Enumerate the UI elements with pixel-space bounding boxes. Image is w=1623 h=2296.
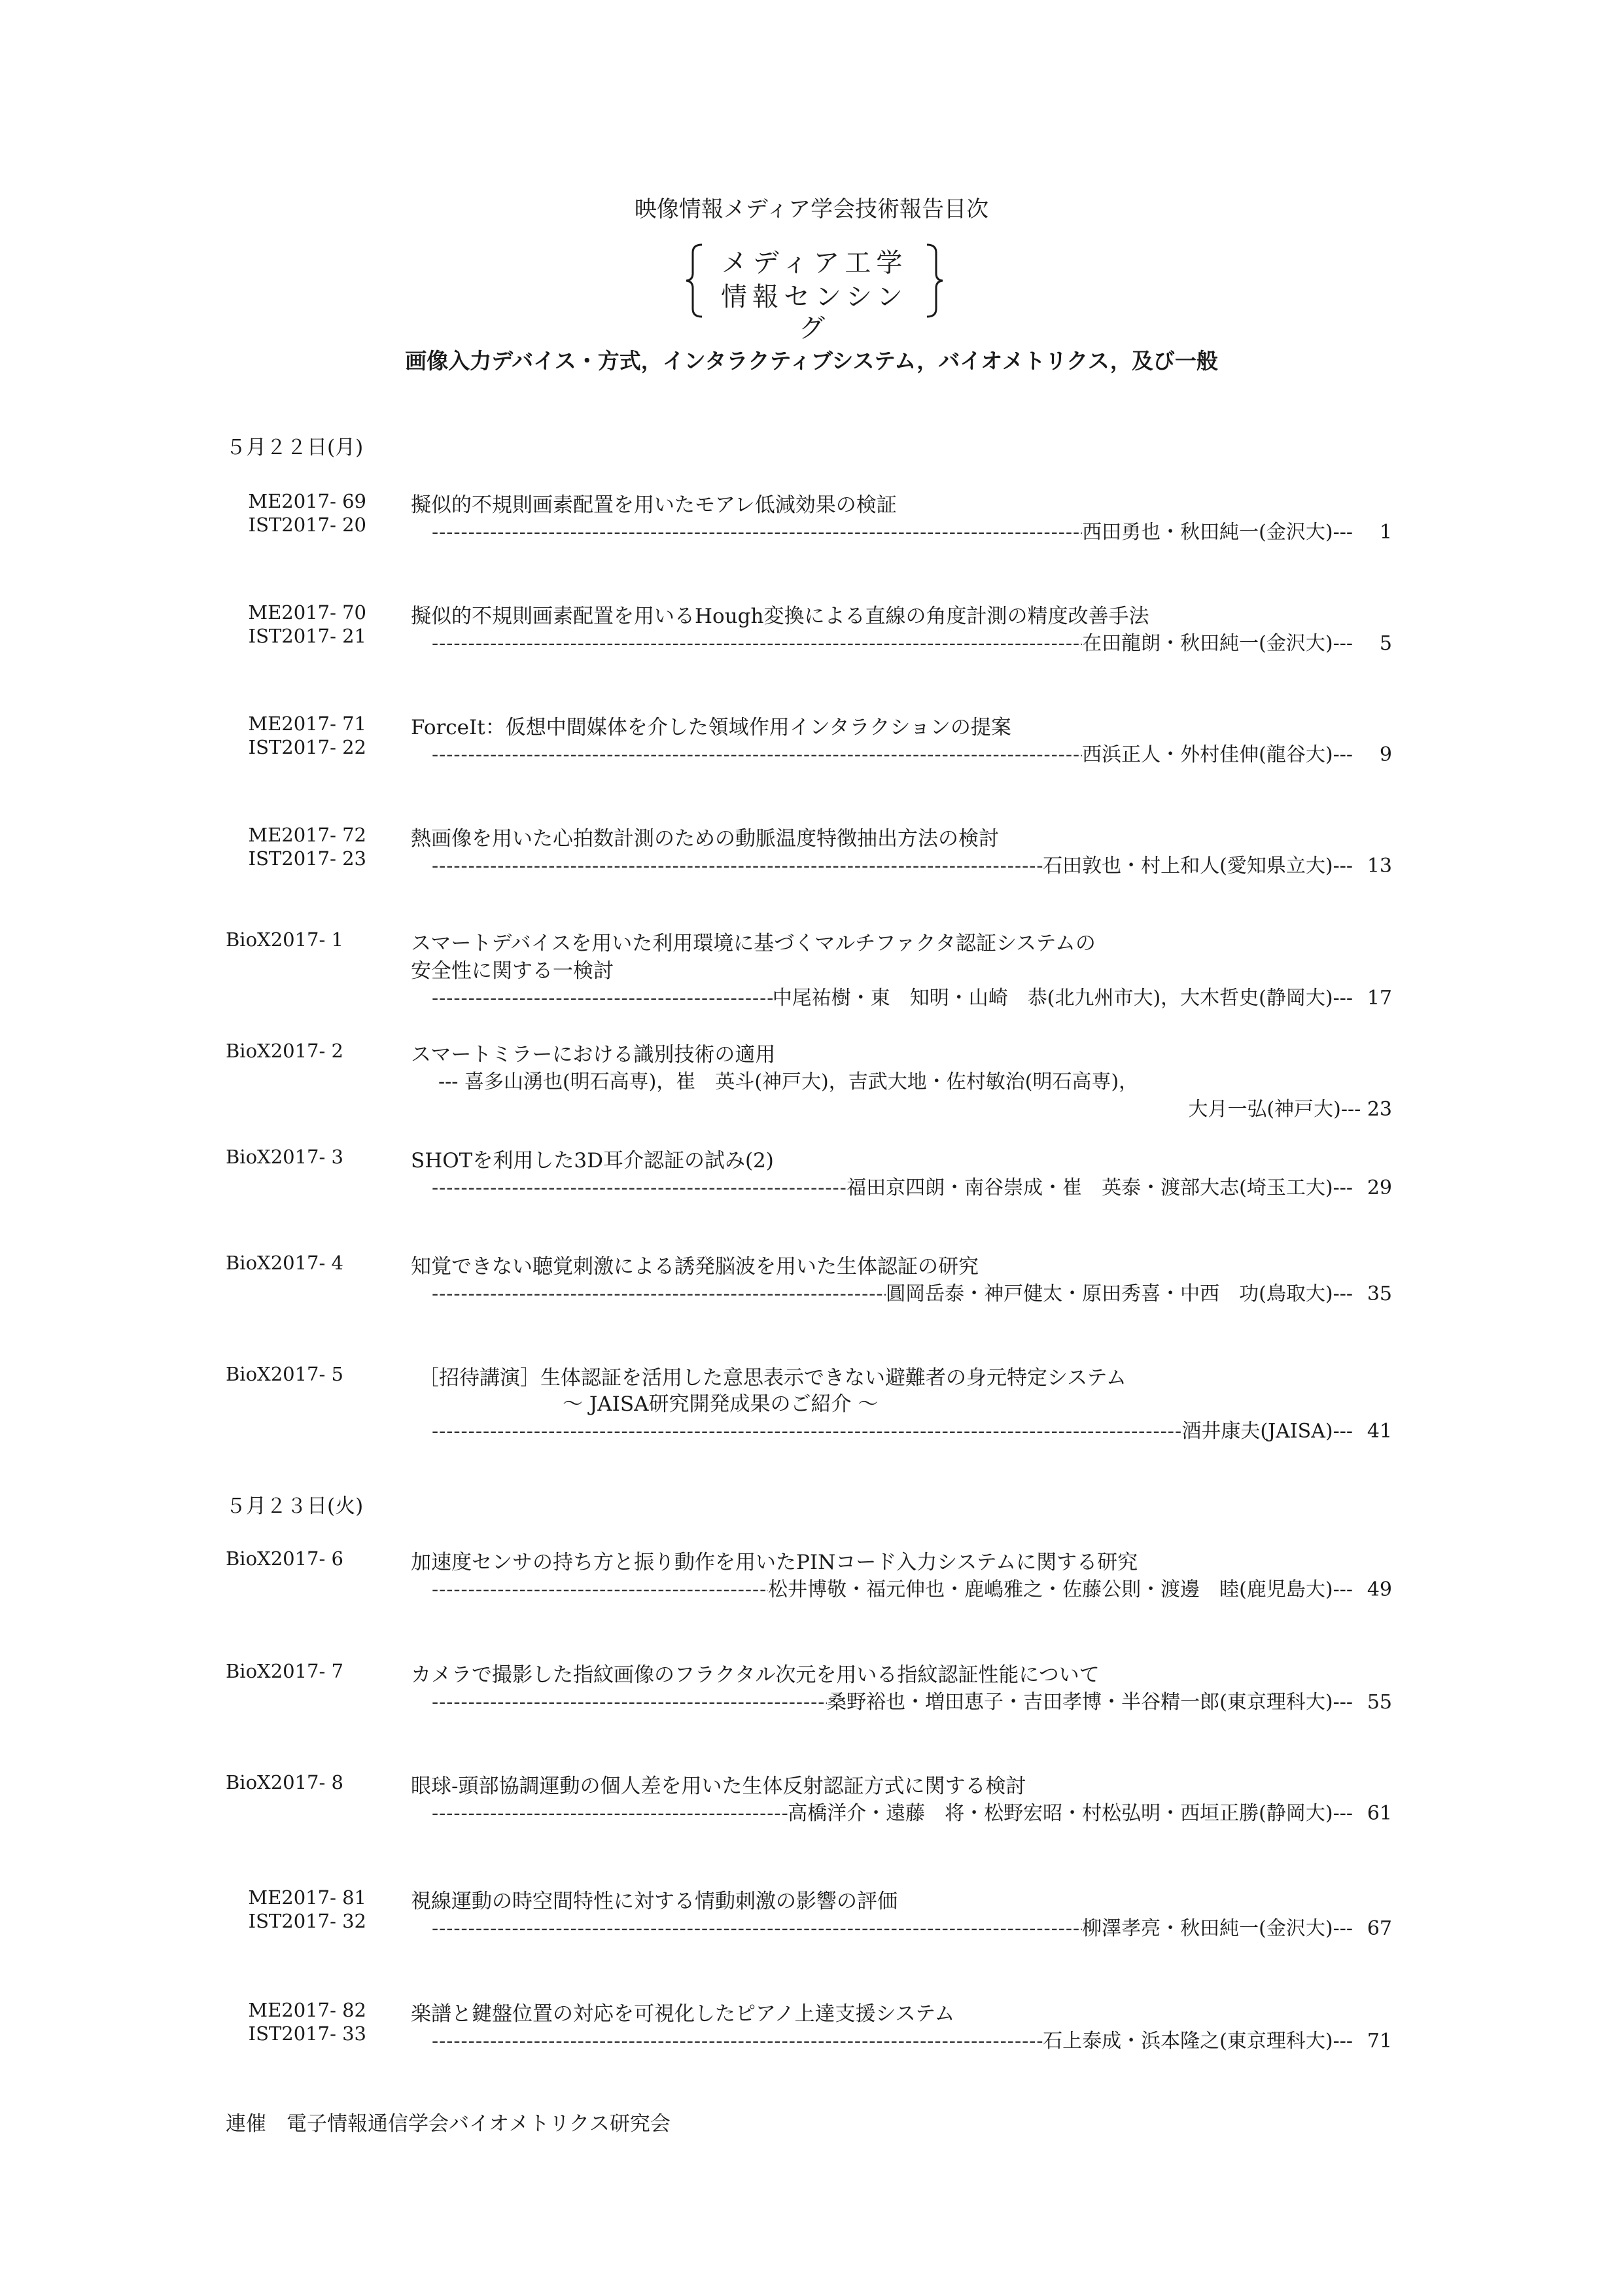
leader-dashes (432, 1420, 1181, 1443)
day-heading: ５月２３日(火) (226, 1494, 364, 1518)
category-bracket (684, 242, 945, 344)
leader-dashes (432, 855, 1043, 877)
report-codes: BioX2017- 4 (226, 1252, 343, 1274)
page-number: 1 (1379, 521, 1392, 544)
page-number: 13 (1367, 855, 1392, 877)
journal-title: 映像情報メディア学会技術報告目次 (634, 196, 989, 222)
author-line (432, 1171, 1392, 1200)
leader-tail: --- (1333, 2030, 1353, 2053)
leader-dashes (432, 1282, 886, 1305)
page-number: 61 (1367, 1802, 1392, 1825)
paper-title: 視線運動の時空間特性に対する情動刺激の影響の評価 (411, 1890, 898, 1913)
paper-title: ForceIt：仮想中間媒体を介した領域作用インタラクションの提案 (411, 716, 1011, 739)
paper-subtitle: ～ JAISA研究開発成果のご紹介 ～ (563, 1392, 879, 1416)
leader-dashes (432, 1176, 846, 1199)
report-codes: BioX2017- 3 (226, 1146, 343, 1168)
authors: 柳澤孝亮・秋田純一(金沢大) (1082, 1917, 1333, 1940)
paper-title: スマートミラーにおける識別技術の適用 (411, 1043, 776, 1067)
report-codes: BioX2017- 8 (226, 1771, 343, 1793)
authors: 酒井康夫(JAISA) (1181, 1420, 1333, 1443)
author-line (432, 981, 1392, 1010)
page-number: 71 (1367, 2030, 1392, 2053)
paper-title: カメラで撮影した指紋画像のフラクタル次元を用いる指紋認証性能について (411, 1663, 1100, 1687)
paper-title: 擬似的不規則画素配置を用いるHough変換による直線の角度計測の精度改善手法 (411, 605, 1149, 628)
authors: 松井博敬・福元伸也・鹿嶋雅之・佐藤公則・渡邊 睦(鹿児島大) (768, 1578, 1333, 1601)
paper-title: スマートデバイスを用いた利用環境に基づくマルチファクタ認証システムの (411, 932, 1096, 955)
author-line (432, 627, 1392, 656)
author-line (432, 849, 1392, 878)
page-number: 67 (1367, 1917, 1392, 1940)
page-number: 55 (1367, 1691, 1392, 1714)
leader-dashes (432, 1691, 827, 1714)
leader-tail: --- (1333, 1420, 1353, 1443)
leader-dashes (432, 521, 1082, 544)
author-line (432, 2024, 1392, 2053)
leader-tail: --- (1333, 632, 1353, 655)
leader-tail: --- (1333, 1917, 1353, 1940)
author-line (432, 1277, 1392, 1306)
leader-tail: --- (1333, 743, 1353, 766)
leader-dashes (432, 987, 773, 1010)
author-line (432, 1686, 1392, 1714)
leader-tail: --- (1333, 1578, 1353, 1601)
report-codes: BioX2017- 6 (226, 1547, 343, 1570)
report-codes: BioX2017- 7 (226, 1660, 343, 1682)
authors: 西浜正人・外村佳伸(龍谷大) (1082, 743, 1333, 766)
paper-title: 加速度センサの持ち方と振り動作を用いたPINコード入力システムに関する研究 (411, 1551, 1138, 1574)
report-codes: ME2017- 69 IST2017- 20 (248, 490, 366, 536)
authors: 石田敦也・村上和人(愛知県立大) (1043, 855, 1333, 877)
authors: 福田京四朗・南谷崇成・崔 英泰・渡部大志(埼玉工大) (846, 1176, 1333, 1199)
cosponsor-note: 連催 電子情報通信学会バイオメトリクス研究会 (226, 2112, 671, 2136)
page-number: 17 (1367, 987, 1392, 1010)
leader-tail: --- (1333, 1802, 1353, 1825)
page-number: 41 (1367, 1420, 1392, 1443)
report-codes: ME2017- 71 IST2017- 22 (248, 713, 366, 758)
report-codes: BioX2017- 2 (226, 1040, 343, 1062)
authors: 高橋洋介・遠藤 将・松野宏昭・村松弘明・西垣正勝(静岡大) (788, 1802, 1333, 1825)
leader-tail: --- (1333, 1176, 1353, 1199)
leader-dashes (432, 1802, 788, 1825)
authors: 桑野裕也・増田恵子・吉田孝博・半谷精一郎(東京理科大) (827, 1691, 1333, 1714)
page-number: 29 (1367, 1176, 1392, 1199)
report-codes: BioX2017- 5 (226, 1363, 343, 1385)
page-number: 9 (1379, 743, 1392, 766)
report-codes: ME2017- 72 IST2017- 23 (248, 824, 366, 870)
report-codes: ME2017- 82 IST2017- 33 (248, 1999, 366, 2045)
leader-tail: --- (1333, 855, 1353, 877)
authors: 石上泰成・浜本隆之(東京理科大) (1043, 2030, 1333, 2053)
paper-title: 眼球-頭部協調運動の個人差を用いた生体反射認証方式に関する検討 (411, 1775, 1026, 1798)
page-number: 49 (1367, 1578, 1392, 1601)
category-information-sensing: 情報センシング (721, 282, 908, 344)
leader-tail: --- (1333, 521, 1353, 544)
report-codes: ME2017- 81 IST2017- 32 (248, 1886, 366, 1932)
author-line (432, 1797, 1392, 1826)
paper-title: ［招待講演］生体認証を活用した意思表示できない避難者の身元特定システム (419, 1366, 1126, 1390)
paper-title: 熱画像を用いた心拍数計測のための動脈温度特徴抽出方法の検討 (411, 827, 999, 851)
leader-dashes (432, 2030, 1043, 2053)
paper-title: 知覚できない聴覚刺激による誘発脳波を用いた生体認証の研究 (411, 1255, 979, 1279)
report-codes: BioX2017- 1 (226, 928, 343, 951)
author-line (432, 516, 1392, 544)
authors: 西田勇也・秋田純一(金沢大) (1082, 521, 1333, 544)
author-line: --- 喜多山湧也(明石高専)，崔 英斗(神戸大)，吉武大地・佐村敏治(明石高専)， (438, 1070, 1139, 1093)
paper-title-continued: 安全性に関する一検討 (411, 959, 614, 983)
page-number: 35 (1367, 1282, 1392, 1305)
paper-title: 楽譜と鍵盤位置の対応を可視化したピアノ上達支援システム (411, 2002, 955, 2026)
paper-title: 擬似的不規則画素配置を用いたモアレ低減効果の検証 (411, 493, 897, 517)
author-line (432, 738, 1392, 767)
leader-tail: --- (1333, 987, 1353, 1010)
page-number: 5 (1379, 632, 1392, 655)
author-line-continued: 大月一弘(神戸大)--- 23 (1188, 1098, 1392, 1121)
authors: 在田龍朗・秋田純一(金沢大) (1082, 632, 1333, 655)
session-subtitle: 画像入力デバイス・方式，インタラクティブシステム，バイオメトリクス，及び一般 (405, 348, 1218, 374)
leader-dashes (432, 743, 1082, 766)
paper-title: SHOTを利用した3D耳介認証の試み(2) (411, 1149, 774, 1173)
authors: 圓岡岳泰・神戸健太・原田秀喜・中西 功(鳥取大) (886, 1282, 1333, 1305)
author-line (432, 1573, 1392, 1602)
category-media-engineering: メディア工学 (721, 248, 908, 278)
leader-dashes (432, 1578, 768, 1601)
leader-dashes (432, 632, 1082, 655)
day-heading: ５月２２日(月) (226, 436, 364, 459)
authors: 中尾祐樹・東 知明・山崎 恭(北九州市大)，大木哲史(静岡大) (772, 987, 1333, 1010)
author-line (432, 1415, 1392, 1443)
leader-dashes (432, 1917, 1082, 1940)
leader-tail: --- (1333, 1282, 1353, 1305)
author-line (432, 1912, 1392, 1941)
leader-tail: --- (1333, 1691, 1353, 1714)
report-codes: ME2017- 70 IST2017- 21 (248, 601, 366, 647)
